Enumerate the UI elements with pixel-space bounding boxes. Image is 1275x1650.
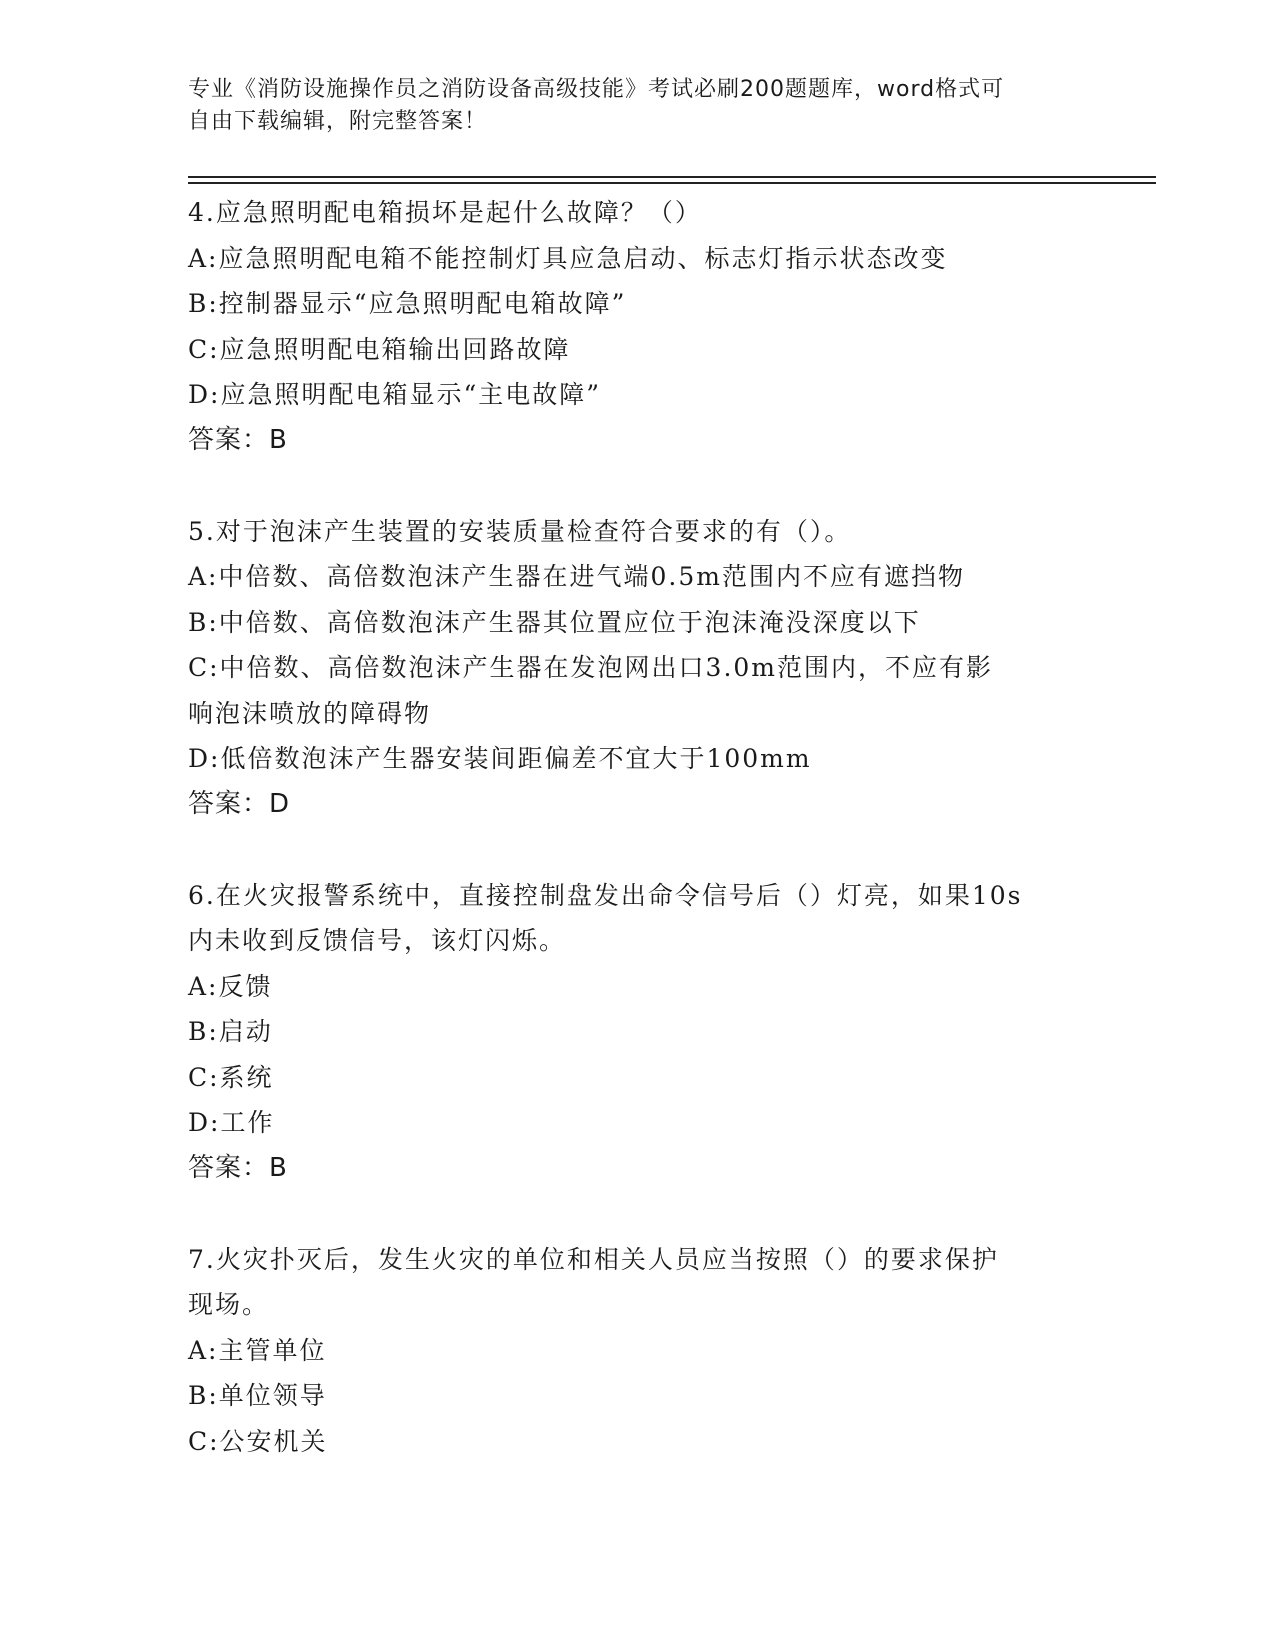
option-c: C:系统	[188, 1062, 274, 1092]
option-c: C:中倍数、高倍数泡沫产生器在发泡网出口3.0m范围内，不应有影	[188, 653, 994, 682]
option-a: A:主管单位	[188, 1335, 327, 1365]
header-divider-top	[188, 176, 1156, 178]
option-a: A:应急照明配电箱不能控制灯具应急启动、标志灯指示状态改变	[188, 243, 948, 273]
option-b: B:中倍数、高倍数泡沫产生器其位置应位于泡沫淹没深度以下	[188, 607, 921, 637]
question-block	[188, 873, 1088, 1237]
question-stem: 7.火灾扑灭后，发生火灾的单位和相关人员应当按照（）的要求保护	[188, 1244, 999, 1274]
question-stem: 6.在火灾报警系统中，直接控制盘发出命令信号后（）灯亮，如果10s	[188, 880, 1023, 910]
answer-line: 答案：B	[188, 1152, 288, 1183]
question-stem-continued: 内未收到反馈信号，该灯闪烁。	[188, 926, 567, 955]
option-d: D:低倍数泡沫产生器安装间距偏差不宜大于100mm	[188, 744, 812, 773]
question-stem: 5.对于泡沫产生装置的安装质量检查符合要求的有（）。	[188, 516, 852, 546]
question-stem-continued: 现场。	[188, 1290, 270, 1319]
question-block	[188, 509, 1088, 873]
option-d: D:应急照明配电箱显示“主电故障”	[188, 380, 602, 409]
document-header	[188, 74, 1068, 138]
answer-line: 答案：B	[188, 424, 288, 455]
question-stem: 4.应急照明配电箱损坏是起什么故障？（）	[188, 198, 702, 227]
header-divider-bottom	[188, 182, 1156, 184]
question-block	[188, 190, 1088, 509]
question-block	[188, 1237, 1088, 1465]
spacer	[188, 1191, 1088, 1237]
header-line-2: 自由下载编辑，附完整答案！	[188, 109, 488, 134]
option-b: B:控制器显示“应急照明配电箱故障”	[188, 289, 627, 318]
spacer	[188, 827, 1088, 873]
option-a: A:反馈	[188, 971, 273, 1001]
option-d: D:工作	[188, 1108, 275, 1137]
question-list	[188, 190, 1088, 1464]
option-c: C:应急照明配电箱输出回路故障	[188, 334, 571, 364]
option-a: A:中倍数、高倍数泡沫产生器在进气端0.5m范围内不应有遮挡物	[188, 562, 965, 591]
spacer	[188, 463, 1088, 509]
answer-line: 答案：D	[188, 788, 291, 819]
option-c: C:公安机关	[188, 1426, 328, 1456]
option-c-continued: 响泡沫喷放的障碍物	[188, 698, 432, 728]
header-line-1: 专业《消防设施操作员之消防设备高级技能》考试必刷200题题库，word格式可	[188, 77, 1005, 102]
option-b: B:启动	[188, 1017, 273, 1046]
option-b: B:单位领导	[188, 1381, 327, 1410]
